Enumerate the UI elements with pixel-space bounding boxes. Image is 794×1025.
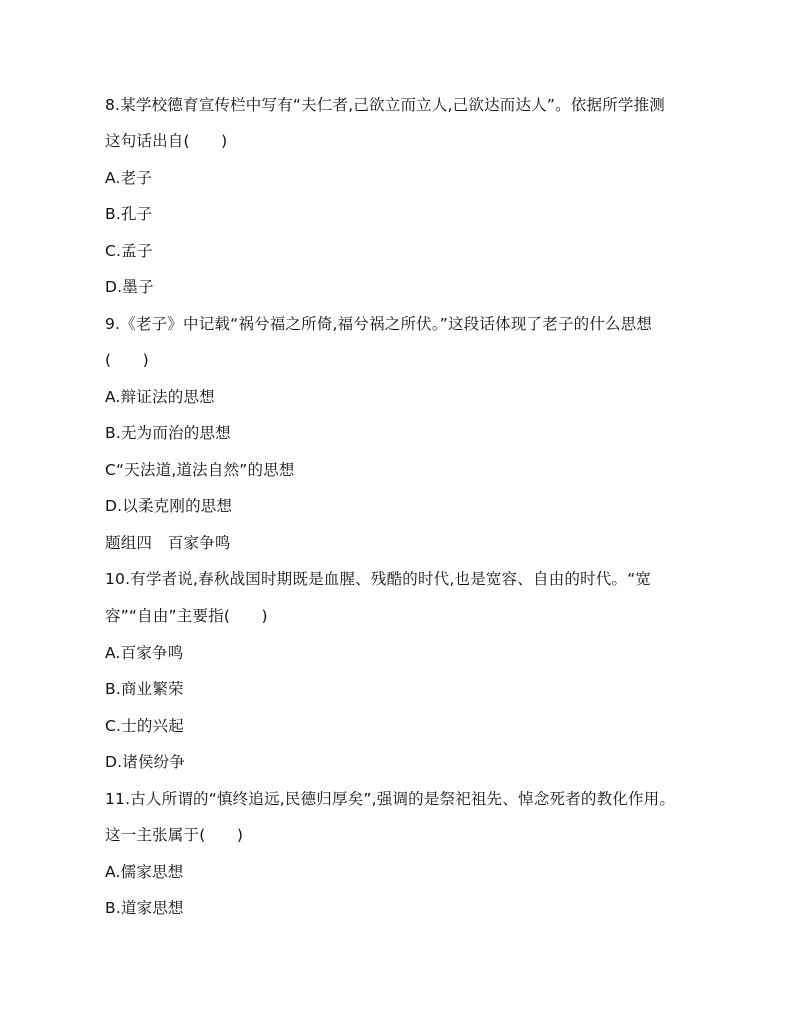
question-10-option-d: D.诸侯纷争 — [105, 753, 186, 771]
question-10-stem-line-1: 10.有学者说,春秋战国时期既是血腥、残酷的时代,也是宽容、自由的时代。“宽 — [105, 570, 652, 588]
question-9-stem-line-2: ( ) — [105, 351, 149, 369]
question-8-stem-line-1: 8.某学校德育宣传栏中写有“夫仁者,己欲立而立人,己欲达而达人”。依据所学推测 — [105, 96, 666, 114]
question-11-stem-line-2: 这一主张属于( ) — [105, 826, 244, 844]
question-10-option-a: A.百家争鸣 — [105, 644, 184, 662]
question-8-option-c: C.孟子 — [105, 242, 153, 260]
group-heading: 题组四 百家争鸣 — [105, 534, 231, 552]
question-10-option-b: B.商业繁荣 — [105, 680, 184, 698]
question-11-option-b: B.道家思想 — [105, 899, 184, 917]
question-8-option-a: A.老子 — [105, 169, 153, 187]
question-10-stem-line-2: 容”“自由”主要指( ) — [105, 607, 268, 625]
question-11-option-a: A.儒家思想 — [105, 863, 184, 881]
question-9-option-d: D.以柔克刚的思想 — [105, 497, 233, 515]
question-8-option-d: D.墨子 — [105, 278, 154, 296]
question-9-option-a: A.辩证法的思想 — [105, 388, 215, 406]
question-8-option-b: B.孔子 — [105, 205, 153, 223]
question-8-stem-line-2: 这句话出自( ) — [105, 132, 228, 150]
question-9-option-b: B.无为而治的思想 — [105, 424, 231, 442]
question-11-stem-line-1: 11.古人所谓的“慎终追远,民德归厚矣”,强调的是祭祀祖先、悼念死者的教化作用。 — [105, 790, 676, 808]
question-9-stem-line-1: 9.《老子》中记载“祸兮福之所倚,福兮祸之所伏。”这段话体现了老子的什么思想 — [105, 315, 653, 333]
question-10-option-c: C.士的兴起 — [105, 717, 184, 735]
question-9-option-c: C“天法道,道法自然”的思想 — [105, 461, 295, 479]
